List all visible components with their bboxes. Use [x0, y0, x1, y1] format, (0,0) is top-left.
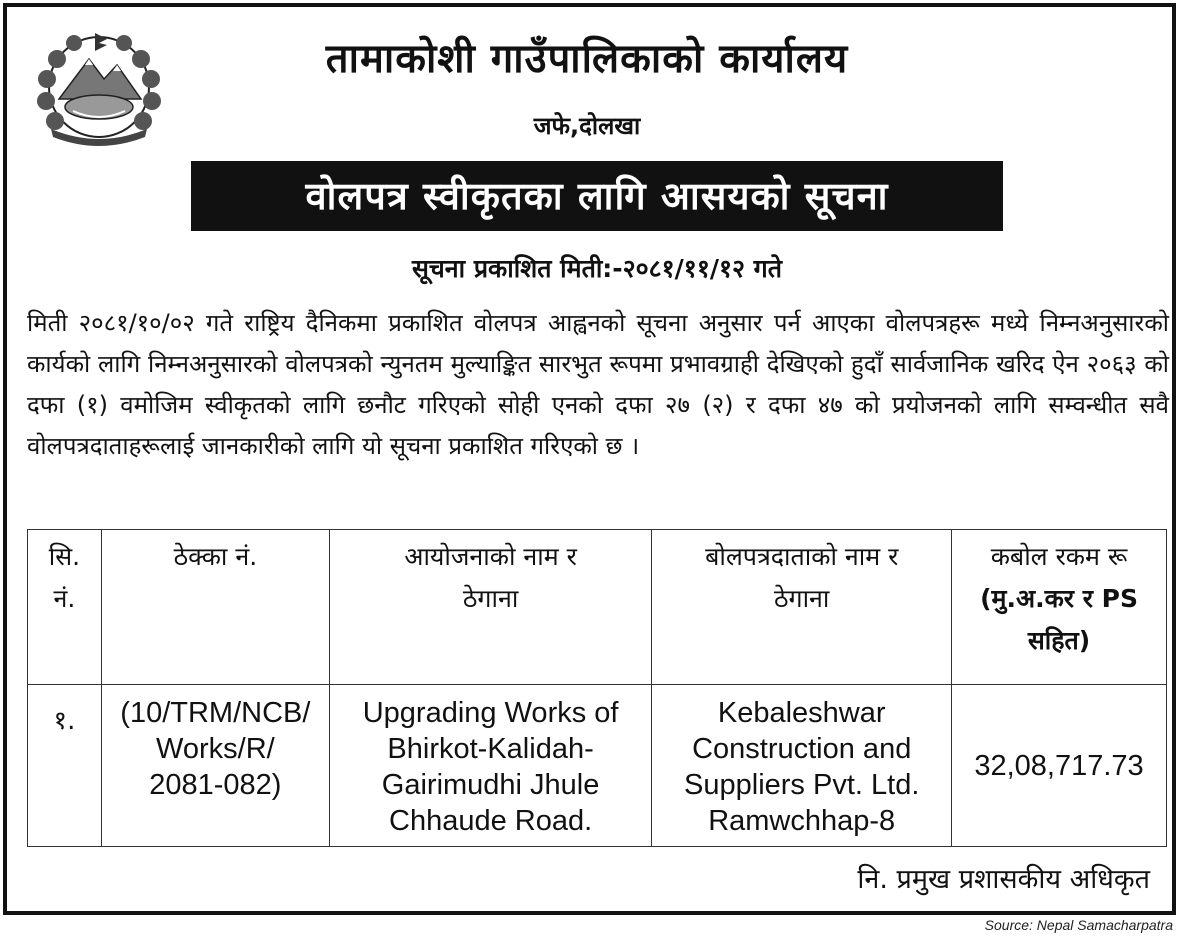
table-row	[28, 685, 1167, 847]
source-caption: Source: Nepal Samacharpatra	[984, 917, 1173, 933]
header-bidder: बोलपत्रदाताको नाम र ठेगाना	[652, 530, 952, 685]
cell-project: Upgrading Works of Bhirkot-Kalidah- Gairimudhi Jhule Chhaude Road.	[329, 685, 652, 847]
cell-contract-no: (10/TRM/NCB/ Works/R/ 2081-082)	[101, 685, 329, 847]
cell-amount: 32,08,717.73	[952, 685, 1167, 847]
header-project: आयोजनाको नाम र ठेगाना	[329, 530, 652, 685]
header-serial: सि. नं.	[28, 530, 102, 685]
office-title: तामाकोशी गाउँपालिकाको कार्यालय	[325, 36, 849, 82]
cell-serial: १.	[28, 685, 102, 847]
bid-table	[27, 529, 1167, 847]
office-location: जफे,दोलखा	[533, 112, 641, 140]
signatory: नि. प्रमुख प्रशासकीय अधिकृत	[857, 864, 1150, 895]
notice-title-banner: वोलपत्र स्वीकृतका लागि आसयको सूचना	[191, 161, 1003, 231]
header-amount: कबोल रकम रू (मु.अ.कर र PS सहित)	[952, 530, 1167, 685]
header-contract-no: ठेक्का नं.	[101, 530, 329, 685]
published-date: सूचना प्रकाशित मिती:-२०८१/११/१२ गते	[412, 254, 782, 283]
notice-body: मिती २०८१/१०/०२ गते राष्ट्रिय दैनिकमा प्रकाशित वोलपत्र आह्वनको सूचना अनुसार पर्न आएका वोलपत्रहरू मध्ये निम्नअनुसारको कार्यको लागि निम्नअनुसारको वोलपत्रको न्युनतम मुल्याङ्कित सारभुत रूपमा प्रभावग्राही देखिएको हुदाँ सार्वजानिक खरिद ऐन २०६३ को दफा (१) वमोजिम स्वीकृतको लागि छनौट गरिएको सोही एनको दफा २७ (२) र दफा ४७ को प्रयोजनको लागि सम्वन्धीत सवै वोलपत्रदाताहरूलाई जानकारीको लागि यो सूचना प्रकाशित गरिएको छ ।	[27, 309, 1169, 460]
notice-frame	[3, 3, 1176, 915]
cell-bidder: Kebaleshwar Construction and Suppliers Pvt. Ltd. Ramwchhap-8	[652, 685, 952, 847]
table-header-row	[28, 530, 1167, 685]
government-emblem-icon	[29, 29, 169, 147]
